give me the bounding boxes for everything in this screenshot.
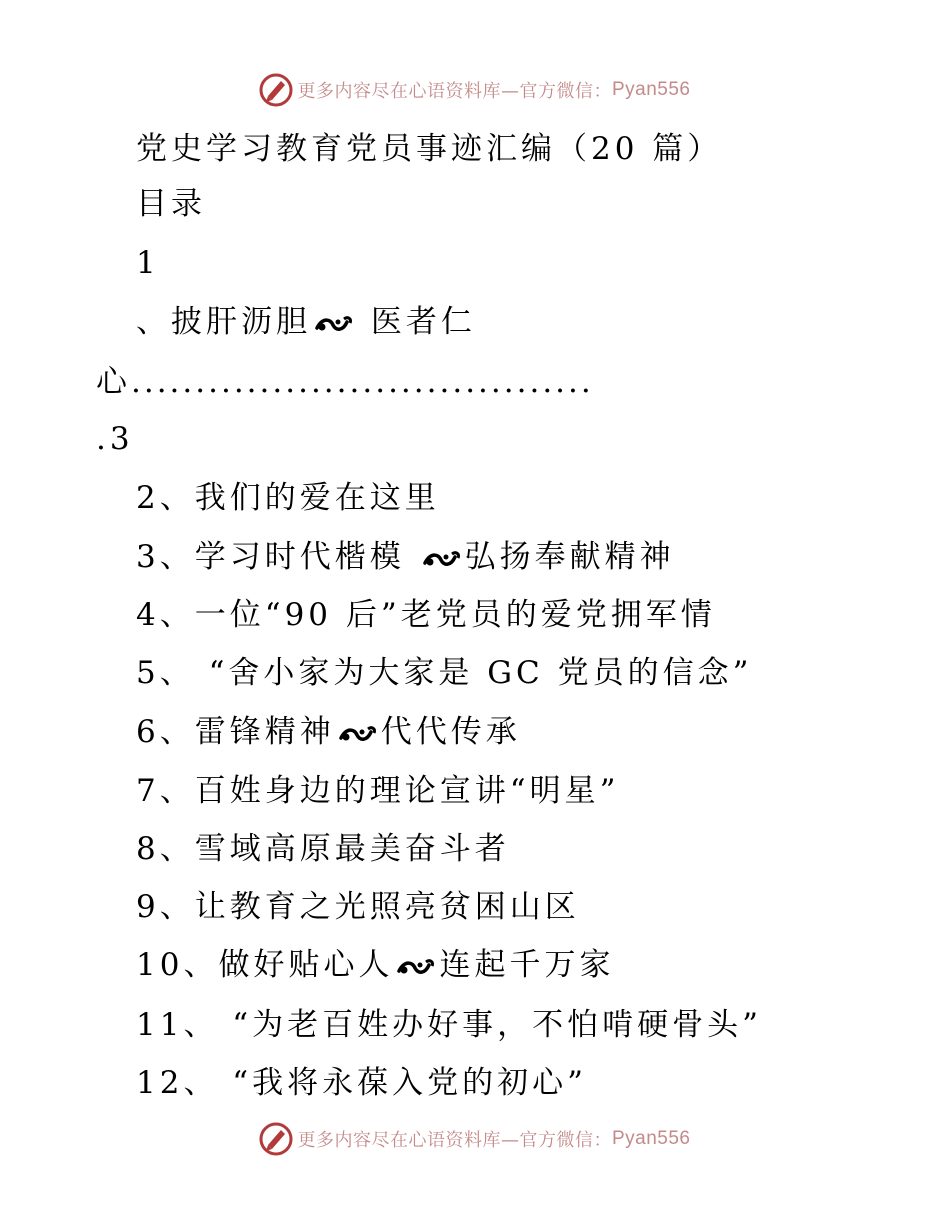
dot-leader: ....................................	[131, 364, 594, 400]
toc-heading: 目录	[136, 186, 206, 222]
page-number: 3	[109, 421, 134, 457]
toc-entry-1-text-c: 心	[96, 364, 131, 400]
footer-banner[interactable]	[0, 1119, 950, 1159]
toc-entry-1-text-a: 、披肝沥胆	[136, 304, 311, 340]
ornament-icon	[338, 723, 378, 745]
toc-entry-8[interactable]: 8、雪域高原最美奋斗者	[136, 831, 510, 867]
toc-entry-6-text-b: 代代传承	[380, 714, 521, 750]
toc-entry-1-number: 1	[136, 245, 160, 281]
pen-logo-icon	[259, 1122, 293, 1156]
toc-entry-9[interactable]: 9、让教育之光照亮贫困山区	[136, 889, 580, 925]
toc-entry-1-page	[96, 417, 134, 461]
toc-entry-10[interactable]	[136, 943, 614, 987]
header-banner[interactable]	[0, 70, 950, 110]
dot-leader-end: .	[96, 421, 110, 457]
toc-entry-10-text-b: 连起千万家	[439, 947, 615, 983]
toc-entry-4[interactable]: 4、一位“90 后”老党员的爱党拥军情	[136, 597, 716, 633]
toc-entry-11[interactable]: 11、 “为老百姓办好事，不怕啃硬骨头”	[136, 1007, 762, 1043]
toc-entry-12[interactable]: 12、 “我将永葆入党的初心”	[136, 1065, 587, 1101]
toc-entry-6-text-a: 6、雷锋精神	[136, 714, 335, 750]
toc-entry-1-text-b: 医者仁	[357, 304, 476, 340]
ornament-icon	[422, 548, 462, 570]
toc-entry-3-text-a: 3、学习时代楷模	[136, 539, 419, 575]
toc-entry-1-leader	[96, 360, 594, 404]
banner-text: 更多内容尽在心语资料库—官方微信：	[297, 1130, 612, 1151]
banner-wechat-id: Pyan556	[611, 79, 691, 100]
toc-entry-6[interactable]	[136, 710, 521, 754]
toc-entry-1[interactable]	[136, 300, 476, 344]
document-title: 党史学习教育党员事迹汇编（20 篇）	[136, 131, 723, 167]
ornament-icon	[396, 956, 436, 978]
pen-logo-icon	[259, 73, 293, 107]
toc-entry-2[interactable]: 2、我们的爱在这里	[136, 480, 440, 516]
toc-entry-7[interactable]: 7、百姓身边的理论宣讲“明星”	[136, 773, 620, 809]
toc-entry-3-text-b: 弘扬奉献精神	[464, 539, 675, 575]
toc-entry-10-text-a: 10、做好贴心人	[136, 947, 394, 983]
banner-text: 更多内容尽在心语资料库—官方微信：	[297, 81, 612, 102]
toc-entry-3[interactable]	[136, 535, 675, 579]
ornament-icon	[314, 313, 354, 335]
banner-wechat-id: Pyan556	[611, 1128, 691, 1149]
toc-entry-5[interactable]: 5、 “舍小家为大家是 GC 党员的信念”	[136, 655, 753, 691]
